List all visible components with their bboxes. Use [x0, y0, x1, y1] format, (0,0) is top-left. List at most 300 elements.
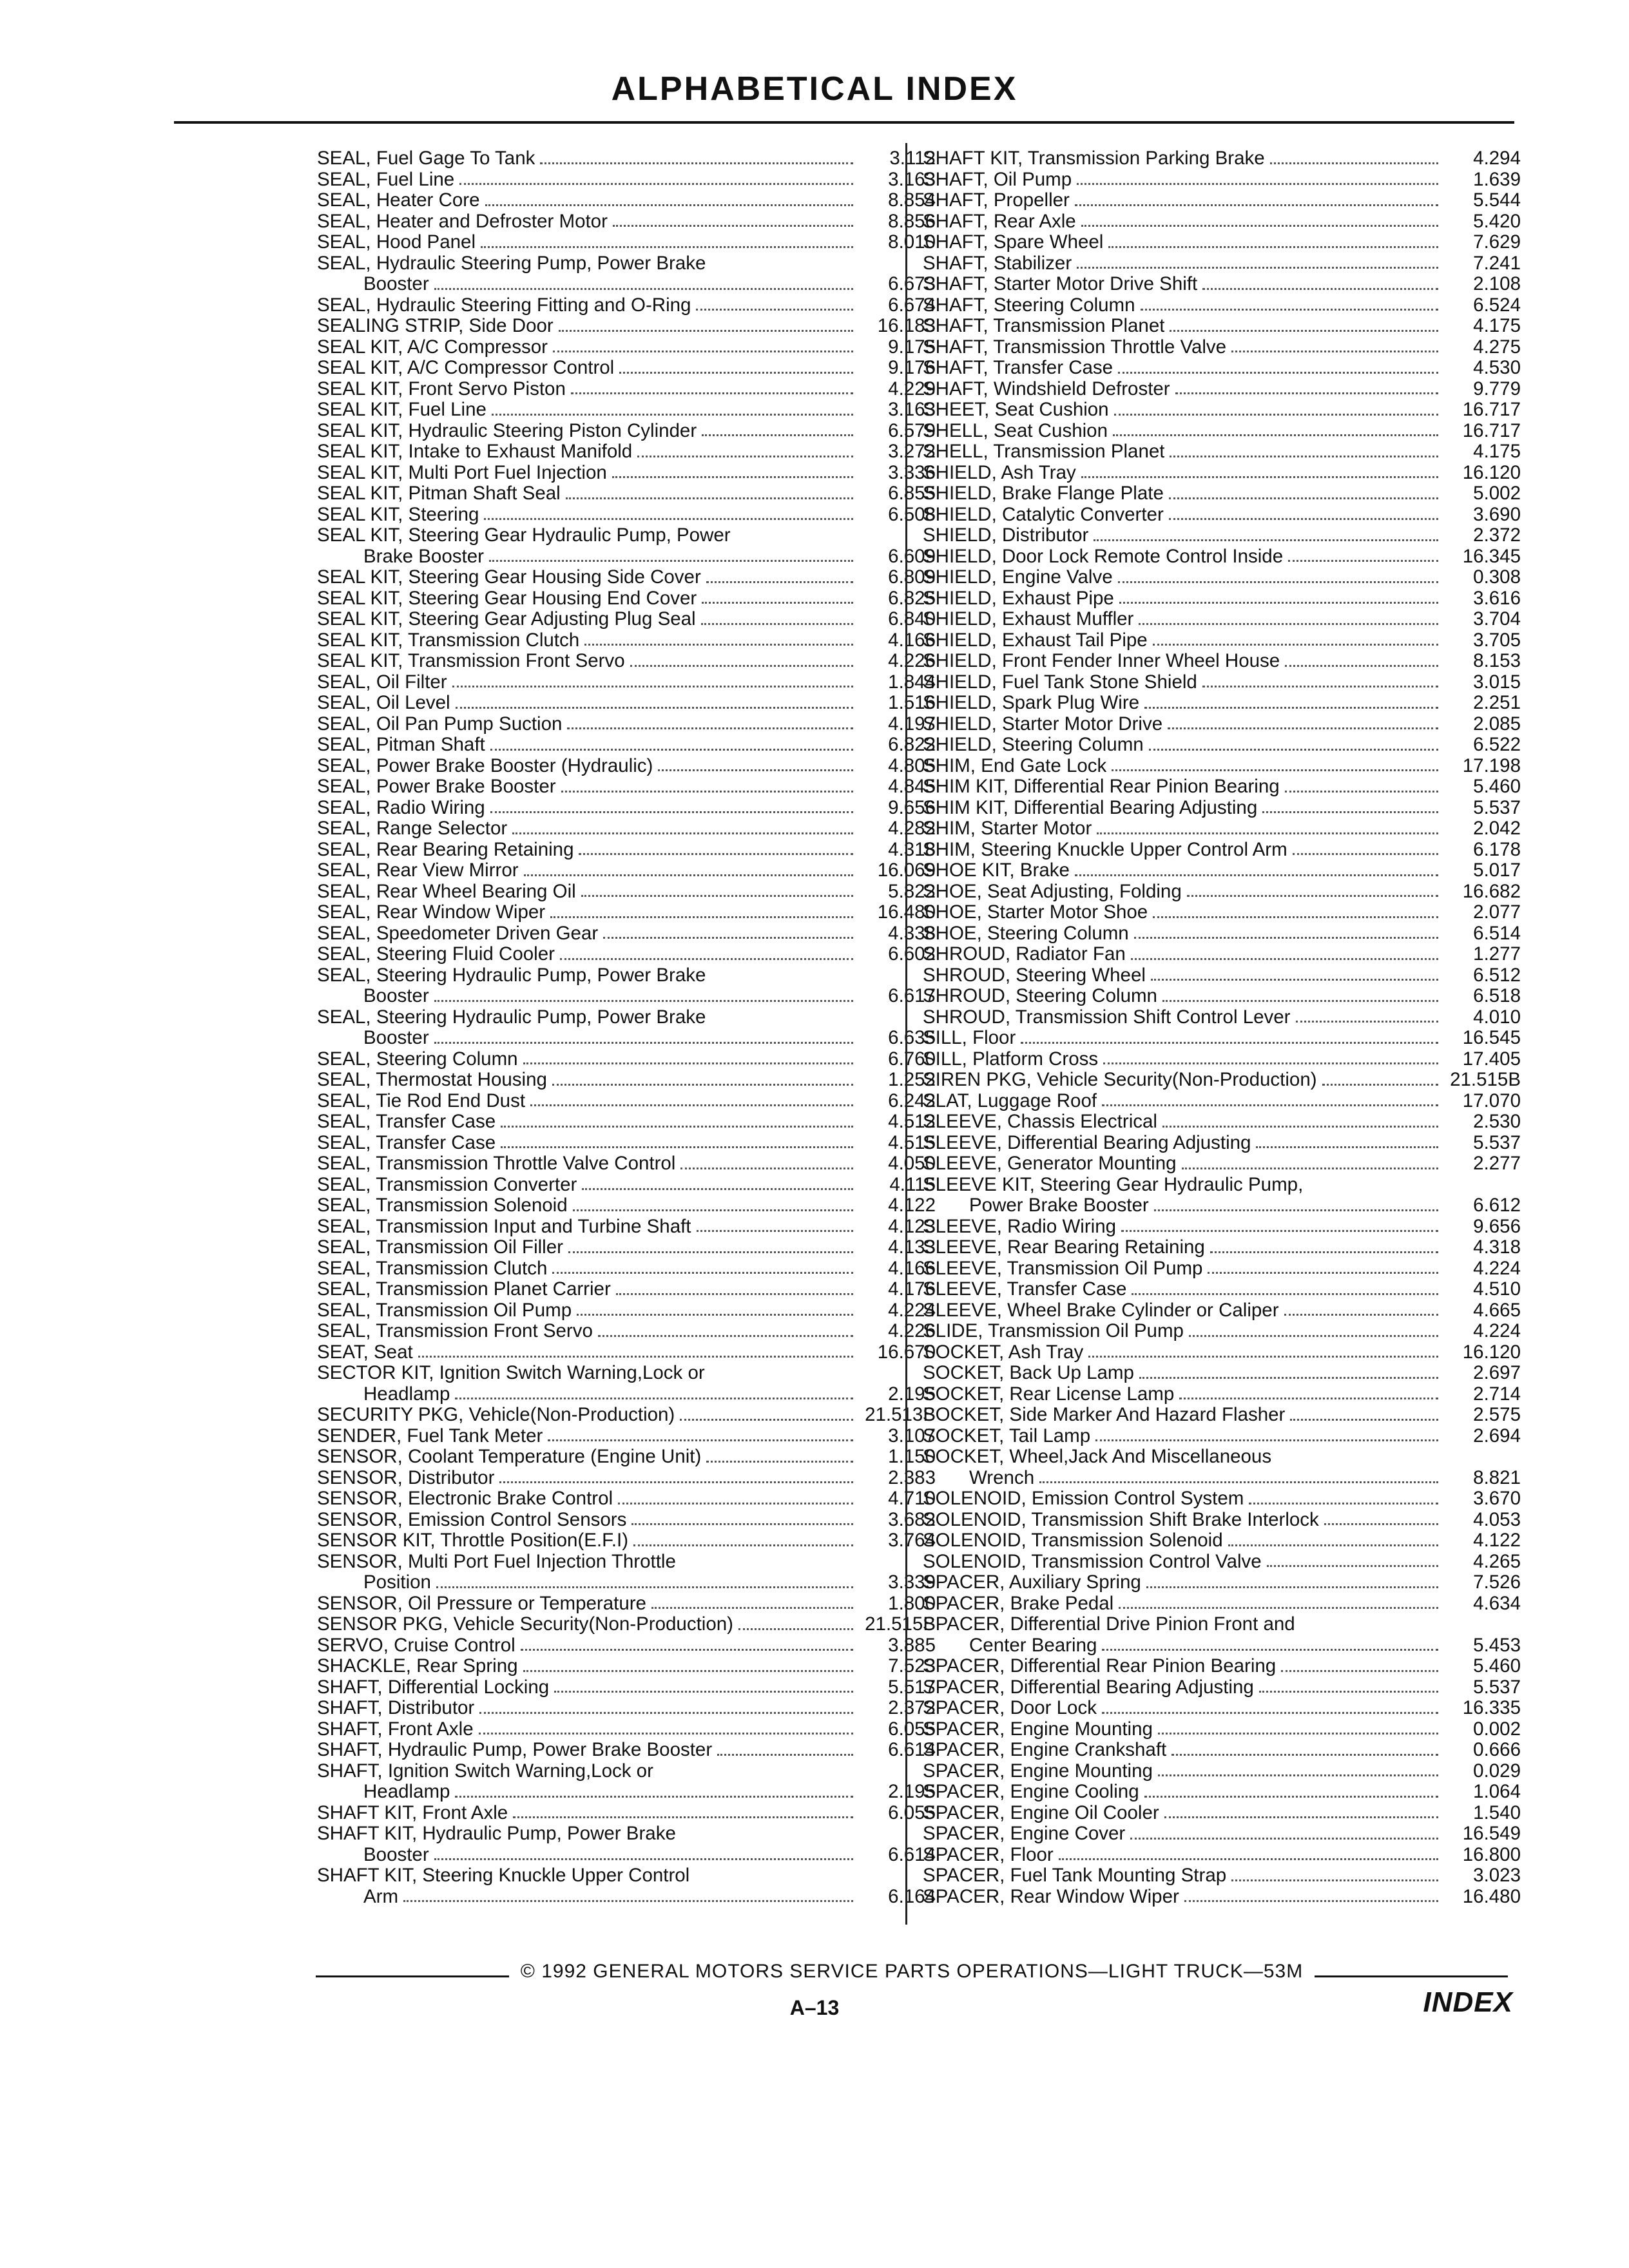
entry-name: SEAL, Transmission Front Servo	[317, 1321, 593, 1341]
entry-name: SLEEVE, Radio Wiring	[923, 1216, 1117, 1237]
index-column-left	[317, 148, 936, 1907]
index-entry	[317, 776, 936, 798]
entry-name: SLEEVE, Wheel Brake Cylinder or Caliper	[923, 1300, 1279, 1321]
entry-name: SPACER, Engine Mounting	[923, 1718, 1153, 1740]
entry-name: SHAFT, Spare Wheel	[923, 232, 1104, 253]
entry-page-ref: 16.549	[1462, 1823, 1521, 1844]
entry-page-ref: 7.629	[1473, 231, 1521, 253]
entry-name: SLEEVE, Rear Bearing Retaining	[923, 1237, 1205, 1258]
index-entry	[923, 693, 1521, 714]
index-entry	[317, 693, 936, 714]
index-entry-continuation	[317, 274, 936, 295]
entry-name: SILL, Floor	[923, 1028, 1016, 1048]
entry-name: SHAFT, Oil Pump	[923, 169, 1072, 190]
entry-page-ref: 2.697	[1473, 1362, 1521, 1383]
index-entry-continuation	[317, 1384, 936, 1405]
entry-page-ref: 5.822	[888, 880, 936, 902]
dot-leader	[1285, 665, 1438, 667]
entry-name: SEAL KIT, A/C Compressor	[317, 336, 548, 358]
entry-page-ref: 1.252	[888, 1069, 936, 1090]
entry-page-ref: 16.183	[877, 315, 936, 336]
dot-leader	[561, 791, 853, 793]
index-entry	[923, 1321, 1521, 1342]
entry-page-ref: 2.195	[888, 1383, 936, 1405]
entry-name: SHOE, Starter Motor Shoe	[923, 902, 1148, 923]
entry-name: SHAFT, Ignition Switch Warning,Lock or	[317, 1760, 653, 1782]
entry-page-ref: 3.163	[888, 168, 936, 190]
dot-leader	[1182, 1168, 1438, 1169]
entry-name: SEAL KIT, Steering Gear Housing Side Cover	[317, 567, 701, 588]
entry-page-ref: 3.339	[888, 1571, 936, 1593]
entry-page-ref: 16.800	[1462, 1843, 1521, 1865]
entry-name: SEAL KIT, Pitman Shaft Seal	[317, 483, 561, 504]
dot-leader	[479, 1712, 853, 1714]
index-entry	[317, 1740, 936, 1761]
entry-page-ref: 3.023	[1473, 1865, 1521, 1886]
dot-leader	[598, 1335, 853, 1337]
entry-page-ref: 16.345	[1462, 545, 1521, 567]
entry-page-ref: 1.844	[888, 671, 936, 693]
entry-name: SEAL, Transfer Case	[317, 1132, 496, 1153]
dot-leader	[1139, 1377, 1438, 1379]
footer-copyright: © 1992 GENERAL MOTORS SERVICE PARTS OPERATIONS—LIGHT TRUCK—53M	[520, 1961, 1304, 1982]
entry-name: SECTOR KIT, Ignition Switch Warning,Lock or	[317, 1363, 705, 1383]
entry-page-ref: 6.514	[1473, 922, 1521, 944]
dot-leader	[530, 1104, 853, 1106]
dot-leader	[584, 644, 853, 646]
entry-name: SOLENOID, Emission Control System	[923, 1488, 1244, 1509]
entry-page-ref: 0.666	[1473, 1739, 1521, 1760]
index-entry	[923, 1677, 1521, 1698]
index-entry-line	[317, 1007, 936, 1028]
index-entry	[923, 1845, 1521, 1866]
entry-name: SEAL, Transmission Oil Pump	[317, 1300, 572, 1321]
dot-leader	[455, 1398, 853, 1399]
entry-name: SEAL, Oil Filter	[317, 671, 447, 693]
index-entry	[923, 463, 1521, 484]
entry-page-ref: 4.197	[888, 713, 936, 735]
entry-page-ref: 21.513B	[865, 1404, 936, 1425]
dot-leader	[571, 392, 853, 394]
dot-leader	[552, 1084, 853, 1086]
entry-page-ref: 4.275	[1473, 336, 1521, 358]
entry-name: SHIM, Starter Motor	[923, 818, 1092, 839]
entry-page-ref: 5.537	[1473, 1131, 1521, 1153]
section-label: INDEX	[1423, 1986, 1513, 2018]
index-entry-line	[317, 1552, 936, 1573]
entry-name: SEAL KIT, Steering Gear Adjusting Plug Seal	[317, 609, 696, 629]
entry-name: SEAL, Pitman Shaft	[317, 735, 485, 755]
dot-leader	[1097, 832, 1438, 834]
dot-leader	[1139, 623, 1438, 625]
entry-name-continuation: Booster	[363, 986, 429, 1006]
entry-name: SEAL, Transmission Input and Turbine Shaft	[317, 1216, 691, 1237]
index-entry	[923, 1153, 1521, 1175]
entry-page-ref: 4.338	[888, 922, 936, 944]
index-entry	[923, 567, 1521, 588]
index-entry-continuation	[317, 1572, 936, 1593]
index-entry	[923, 295, 1521, 316]
index-entry	[317, 1405, 936, 1426]
index-entry	[317, 818, 936, 840]
entry-name: SEAT, Seat	[317, 1341, 413, 1363]
index-entry	[317, 1153, 936, 1175]
index-entry	[317, 1070, 936, 1091]
dot-leader	[1169, 518, 1438, 520]
index-entry	[923, 923, 1521, 945]
index-entry	[317, 840, 936, 861]
entry-page-ref: 3.272	[888, 441, 936, 462]
index-entry	[317, 1258, 936, 1280]
index-entry	[317, 441, 936, 463]
index-entry	[923, 651, 1521, 672]
dot-leader	[540, 162, 853, 164]
dot-leader	[490, 749, 853, 751]
dot-leader	[1249, 1503, 1438, 1504]
dot-leader	[1154, 1209, 1438, 1211]
dot-leader	[717, 1754, 853, 1756]
dot-leader	[680, 1419, 853, 1421]
dot-leader	[1130, 1838, 1438, 1840]
dot-leader	[512, 832, 853, 834]
entry-name: SHROUD, Steering Wheel	[923, 965, 1146, 986]
dot-leader	[434, 1000, 853, 1002]
entry-name: SHACKLE, Rear Spring	[317, 1656, 518, 1677]
entry-page-ref: 4.122	[1473, 1530, 1521, 1551]
dot-leader	[1081, 476, 1438, 478]
entry-page-ref: 5.420	[1473, 210, 1521, 232]
dot-leader	[1103, 1062, 1438, 1064]
entry-page-ref: 4.050	[888, 1153, 936, 1174]
entry-name: SEAL, Transmission Oil Filler	[317, 1237, 563, 1258]
entry-page-ref: 6.602	[888, 943, 936, 965]
entry-name: SEAL, Range Selector	[317, 818, 508, 839]
entry-page-ref: 6.673	[888, 273, 936, 294]
dot-leader	[550, 916, 853, 918]
index-entry-continuation	[317, 1845, 936, 1866]
index-entry	[923, 1803, 1521, 1824]
entry-page-ref: 6.809	[888, 566, 936, 588]
index-entry	[923, 1091, 1521, 1112]
entry-page-ref: 1.639	[1473, 168, 1521, 190]
entry-name: SHAFT, Hydraulic Pump, Power Brake Booster	[317, 1740, 713, 1760]
entry-page-ref: 17.405	[1462, 1048, 1521, 1070]
dot-leader	[567, 727, 853, 729]
index-entry	[923, 609, 1521, 630]
index-entry	[317, 1111, 936, 1133]
index-entry	[317, 1216, 936, 1238]
dot-leader	[1296, 1021, 1438, 1023]
entry-name: SERVO, Cruise Control	[317, 1635, 516, 1656]
index-entry	[317, 588, 936, 610]
entry-name-continuation: Position	[363, 1572, 431, 1593]
dot-leader	[1149, 749, 1438, 751]
index-entry	[923, 1719, 1521, 1740]
index-entry	[923, 232, 1521, 253]
entry-page-ref: 5.460	[1473, 1655, 1521, 1677]
dot-leader	[1293, 853, 1438, 855]
entry-page-ref: 4.665	[1473, 1299, 1521, 1321]
entry-name: SLEEVE KIT, Steering Gear Hydraulic Pump,	[923, 1174, 1304, 1195]
index-entry	[923, 630, 1521, 651]
dot-leader	[701, 623, 853, 625]
dot-leader	[513, 1816, 853, 1818]
entry-page-ref: 6.518	[1473, 985, 1521, 1006]
entry-page-ref: 6.242	[888, 1090, 936, 1111]
index-entry	[317, 1614, 936, 1635]
index-entry	[317, 672, 936, 693]
entry-name: SLAT, Luggage Roof	[923, 1090, 1097, 1111]
entry-name: SHIELD, Exhaust Pipe	[923, 588, 1114, 609]
entry-name: SHAFT, Differential Locking	[317, 1677, 550, 1698]
entry-name: SEAL, Rear Wheel Bearing Oil	[317, 881, 576, 902]
entry-name: SEAL, Transmission Clutch	[317, 1258, 548, 1279]
dot-leader	[1285, 791, 1438, 793]
entry-page-ref: 9.176	[888, 357, 936, 378]
dot-leader	[1102, 1649, 1438, 1651]
dot-leader	[456, 707, 853, 709]
index-entry	[923, 1007, 1521, 1028]
dot-leader	[738, 1628, 853, 1630]
index-entry	[317, 735, 936, 756]
entry-page-ref: 4.294	[1473, 148, 1521, 169]
entry-name: SHAFT KIT, Steering Knuckle Upper Control	[317, 1865, 690, 1886]
entry-name: SEAL, Hydraulic Steering Pump, Power Brake	[317, 253, 706, 274]
entry-page-ref: 2.530	[1473, 1111, 1521, 1132]
dot-leader	[434, 1858, 853, 1860]
index-entry	[923, 379, 1521, 400]
dot-leader	[658, 769, 853, 771]
entry-name: SHIELD, Engine Valve	[923, 567, 1113, 588]
entry-page-ref: 16.545	[1462, 1027, 1521, 1048]
dot-leader	[485, 204, 853, 206]
entry-name: SPACER, Door Lock	[923, 1698, 1097, 1718]
entry-page-ref: 5.460	[1473, 776, 1521, 797]
entry-name: SHEET, Seat Cushion	[923, 399, 1109, 420]
entry-page-ref: 2.372	[888, 1697, 936, 1718]
entry-page-ref: 4.805	[888, 754, 936, 776]
entry-name: SEAL, Rear Window Wiper	[317, 902, 546, 923]
index-entry	[923, 1761, 1521, 1782]
entry-page-ref: 3.107	[888, 1425, 936, 1446]
entry-name: SEAL KIT, Hydraulic Steering Piston Cylinder	[317, 420, 697, 441]
index-entry	[923, 1887, 1521, 1908]
index-entry	[317, 379, 936, 400]
index-entry	[923, 840, 1521, 861]
index-entry	[317, 337, 936, 358]
index-entry-continuation	[317, 1887, 936, 1908]
entry-page-ref: 4.224	[1473, 1257, 1521, 1279]
entry-page-ref: 7.526	[1473, 1571, 1521, 1593]
entry-page-ref: 6.055	[888, 1718, 936, 1740]
entry-page-ref: 2.714	[1473, 1383, 1521, 1405]
dot-leader	[618, 1503, 853, 1504]
entry-page-ref: 16.120	[1462, 461, 1521, 483]
entry-name: SPACER, Brake Pedal	[923, 1593, 1114, 1614]
index-entry	[923, 1593, 1521, 1615]
entry-page-ref: 4.133	[888, 1236, 936, 1258]
dot-leader	[559, 330, 853, 332]
index-entry	[923, 337, 1521, 358]
index-entry	[317, 1530, 936, 1552]
entry-page-ref: 17.070	[1462, 1090, 1521, 1111]
dot-leader	[1075, 204, 1438, 206]
entry-name: SEAL, Hydraulic Steering Fitting and O-Ring	[317, 294, 691, 316]
entry-page-ref: 4.634	[1473, 1592, 1521, 1614]
index-entry	[923, 546, 1521, 568]
entry-page-ref: 6.617	[888, 985, 936, 1006]
index-entry	[923, 986, 1521, 1007]
entry-name: SHIELD, Fuel Tank Stone Shield	[923, 671, 1197, 693]
dot-leader	[1169, 497, 1438, 499]
index-entry	[923, 1740, 1521, 1761]
index-entry	[317, 902, 936, 923]
entry-name: SHIELD, Exhaust Tail Pipe	[923, 629, 1148, 651]
index-entry-continuation	[317, 1028, 936, 1049]
entry-name: SLIDE, Transmission Oil Pump	[923, 1321, 1184, 1341]
index-entry	[317, 232, 936, 253]
index-entry	[923, 1488, 1521, 1510]
dot-leader	[523, 1670, 853, 1672]
entry-name: SHIM, End Gate Lock	[923, 755, 1107, 776]
dot-leader	[1290, 1419, 1438, 1421]
index-entry	[923, 421, 1521, 442]
dot-leader	[553, 351, 853, 352]
dot-leader	[1184, 1900, 1438, 1902]
entry-name: SEAL KIT, Steering Gear Hydraulic Pump, Power	[317, 525, 731, 546]
dot-leader	[1095, 1439, 1438, 1441]
dot-leader	[1119, 1607, 1438, 1609]
entry-page-ref: 9.779	[1473, 378, 1521, 399]
entry-name: SEAL, Steering Column	[317, 1048, 518, 1070]
entry-page-ref: 8.821	[1473, 1466, 1521, 1488]
dot-leader	[1113, 434, 1438, 436]
entry-page-ref: 1.150	[888, 1446, 936, 1467]
footer-rule-left	[316, 1975, 509, 1977]
entry-name: SHIELD, Door Lock Remote Control Inside	[923, 546, 1284, 567]
index-entry	[923, 1342, 1521, 1363]
entry-name: SHAFT KIT, Transmission Parking Brake	[923, 148, 1265, 169]
entry-name: SEAL KIT, A/C Compressor Control	[317, 358, 615, 378]
entry-page-ref: 4.515	[888, 1131, 936, 1153]
entry-page-ref: 0.308	[1473, 566, 1521, 588]
entry-name: SOCKET, Rear License Lamp	[923, 1383, 1175, 1405]
dot-leader	[577, 1314, 853, 1316]
dot-leader	[568, 1251, 853, 1253]
dot-leader	[630, 665, 853, 667]
entry-name: SEALING STRIP, Side Door	[317, 316, 554, 336]
index-column-right	[923, 148, 1521, 1907]
entry-page-ref: 6.508	[888, 503, 936, 525]
dot-leader	[479, 1733, 853, 1735]
entry-name: SOCKET, Side Marker And Hazard Flasher	[923, 1405, 1286, 1425]
index-entry-line	[317, 1865, 936, 1887]
dot-leader	[1170, 330, 1438, 332]
dot-leader	[1171, 1754, 1438, 1756]
index-entry-line	[317, 253, 936, 274]
entry-name: SHAFT, Transmission Planet	[923, 316, 1165, 336]
dot-leader	[524, 874, 853, 876]
index-entry	[317, 463, 936, 484]
dot-leader	[1088, 1356, 1438, 1358]
entry-page-ref: 4.845	[888, 776, 936, 797]
index-entry	[923, 902, 1521, 923]
index-entry	[923, 505, 1521, 526]
entry-name: SHOE, Seat Adjusting, Folding	[923, 881, 1182, 902]
index-entry	[923, 776, 1521, 798]
dot-leader	[452, 686, 853, 687]
entry-name: SOCKET, Back Up Lamp	[923, 1363, 1134, 1383]
entry-page-ref: 4.166	[888, 629, 936, 651]
index-entry	[317, 1719, 936, 1740]
index-entry	[923, 1258, 1521, 1280]
entry-name: SENSOR, Multi Port Fuel Injection Throttle	[317, 1551, 676, 1572]
entry-page-ref: 2.372	[1473, 524, 1521, 546]
entry-page-ref: 9.656	[888, 796, 936, 818]
entry-name: SHAFT, Windshield Defroster	[923, 378, 1170, 399]
entry-name: SEAL, Steering Hydraulic Pump, Power Brake	[317, 1006, 706, 1028]
entry-page-ref: 5.002	[1473, 483, 1521, 504]
entry-name: SPACER, Rear Window Wiper	[923, 1886, 1179, 1907]
entry-name: SEAL, Oil Level	[317, 693, 450, 713]
index-entry	[317, 1342, 936, 1363]
entry-page-ref: 4.318	[888, 838, 936, 860]
index-entry	[317, 211, 936, 233]
entry-page-ref: 4.123	[888, 1215, 936, 1237]
entry-name: SOCKET, Ash Tray	[923, 1341, 1084, 1363]
index-entry	[317, 505, 936, 526]
dot-leader	[1153, 644, 1438, 646]
entry-page-ref: 2.694	[1473, 1425, 1521, 1446]
entry-name-continuation: Power Brake Booster	[969, 1195, 1149, 1216]
entry-name: SIREN PKG, Vehicle Security(Non-Production)	[923, 1070, 1317, 1090]
dot-leader	[1077, 183, 1438, 185]
entry-name: SEAL, Power Brake Booster	[317, 776, 556, 797]
entry-name: SHIELD, Starter Motor Drive	[923, 713, 1163, 735]
entry-name: SHAFT, Starter Motor Drive Shift	[923, 274, 1198, 294]
entry-name: SEAL, Transmission Solenoid	[317, 1195, 568, 1216]
dot-leader	[702, 434, 853, 436]
entry-page-ref: 2.575	[1473, 1404, 1521, 1425]
index-entry	[317, 944, 936, 965]
entry-name: SEAL KIT, Transmission Front Servo	[317, 651, 625, 671]
entry-name: SHIM KIT, Differential Rear Pinion Bearing	[923, 776, 1280, 797]
entry-name: SILL, Platform Cross	[923, 1048, 1099, 1070]
index-entry	[923, 274, 1521, 295]
index-entry-line	[317, 1823, 936, 1845]
index-entry	[923, 1530, 1521, 1552]
index-entry	[923, 1823, 1521, 1845]
dot-leader	[1108, 246, 1438, 248]
dot-leader	[573, 1209, 853, 1211]
entry-name: SEAL, Tie Rod End Dust	[317, 1090, 526, 1111]
entry-page-ref: 3.163	[888, 399, 936, 420]
index-entry	[317, 567, 936, 588]
entry-page-ref: 2.077	[1473, 901, 1521, 923]
entry-page-ref: 3.112	[889, 148, 936, 169]
index-entry	[923, 253, 1521, 274]
entry-page-ref: 21.515B	[1450, 1069, 1521, 1090]
dot-leader	[1094, 539, 1438, 541]
entry-page-ref: 4.175	[1473, 441, 1521, 462]
index-entry	[923, 316, 1521, 337]
index-entry	[317, 1426, 936, 1447]
entry-name: SPACER, Differential Rear Pinion Bearing	[923, 1656, 1277, 1677]
index-entry	[317, 1175, 936, 1196]
entry-page-ref: 4.166	[888, 1257, 936, 1279]
entry-page-ref: 8.854	[888, 189, 936, 211]
index-entry-line	[923, 1175, 1521, 1196]
